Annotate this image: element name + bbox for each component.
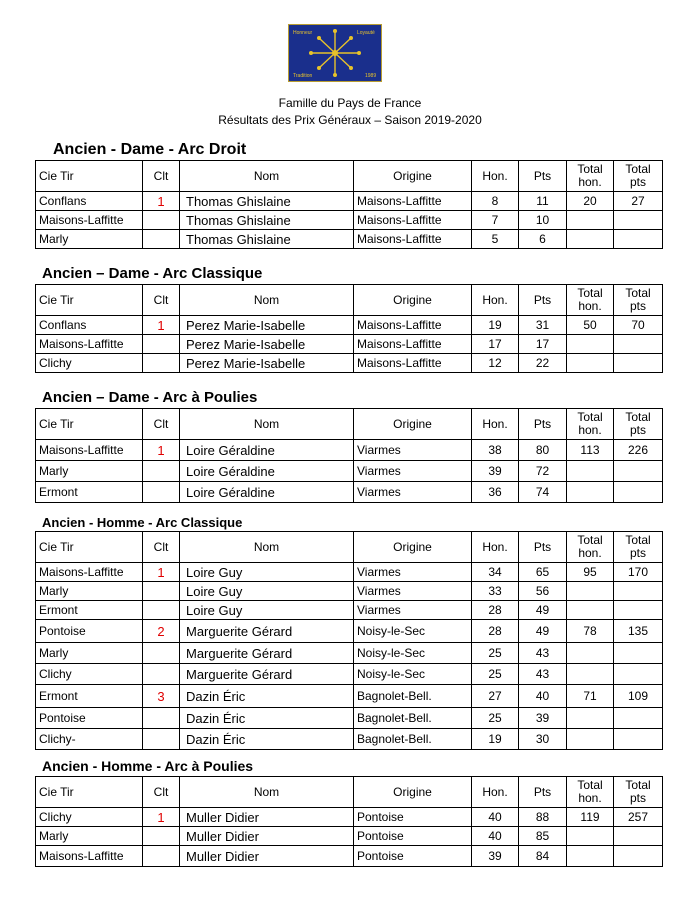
cell-hon: 34 bbox=[472, 563, 519, 582]
cell-clt bbox=[143, 482, 180, 503]
column-header-nom: Nom bbox=[180, 777, 354, 808]
cell-clt bbox=[143, 846, 180, 867]
table-row bbox=[36, 827, 663, 846]
cell-clt: 1 bbox=[143, 192, 180, 211]
cell-cie-tir: Maisons-Laffitte bbox=[36, 440, 143, 461]
cell-total-hon: 113 bbox=[567, 440, 614, 461]
cell-cie-tir: Marly bbox=[36, 827, 143, 846]
column-header-clt: Clt bbox=[143, 532, 180, 563]
cell-origine: Bagnolet-Bell. bbox=[354, 708, 472, 729]
logo-text: Loyauté bbox=[357, 30, 375, 36]
table-row bbox=[36, 808, 663, 827]
cell-total-pts: 70 bbox=[614, 316, 663, 335]
table-row bbox=[36, 846, 663, 867]
cell-pts: 65 bbox=[519, 563, 567, 582]
table-row bbox=[36, 211, 663, 230]
cell-origine: Maisons-Laffitte bbox=[354, 354, 472, 373]
cell-nom: Thomas Ghislaine bbox=[180, 230, 354, 249]
column-header-origine: Origine bbox=[354, 409, 472, 440]
cell-nom: Marguerite Gérard bbox=[180, 643, 354, 664]
cell-origine: Noisy-le-Sec bbox=[354, 643, 472, 664]
column-header-clt: Clt bbox=[143, 409, 180, 440]
cell-total-hon bbox=[567, 643, 614, 664]
cell-clt bbox=[143, 601, 180, 620]
cell-total-pts bbox=[614, 230, 663, 249]
column-header-total-pts: Total pts bbox=[614, 532, 663, 563]
cell-hon: 8 bbox=[472, 192, 519, 211]
cell-total-hon bbox=[567, 664, 614, 685]
cell-clt bbox=[143, 335, 180, 354]
column-header-cie-tir: Cie Tir bbox=[36, 777, 143, 808]
column-header-origine: Origine bbox=[354, 777, 472, 808]
cell-hon: 7 bbox=[472, 211, 519, 230]
table-header-row bbox=[36, 532, 663, 563]
cell-total-pts: 27 bbox=[614, 192, 663, 211]
cell-total-hon: 50 bbox=[567, 316, 614, 335]
results-table bbox=[35, 160, 663, 249]
cell-nom: Loire Géraldine bbox=[180, 440, 354, 461]
cell-total-pts bbox=[614, 846, 663, 867]
results-table bbox=[35, 531, 663, 750]
column-header-total-pts: Total pts bbox=[614, 777, 663, 808]
cell-pts: 40 bbox=[519, 685, 567, 708]
cell-pts: 72 bbox=[519, 461, 567, 482]
column-header-total-pts: Total pts bbox=[614, 285, 663, 316]
column-header-cie-tir: Cie Tir bbox=[36, 285, 143, 316]
column-header-hon: Hon. bbox=[472, 532, 519, 563]
cell-cie-tir: Clichy- bbox=[36, 729, 143, 750]
column-header-clt: Clt bbox=[143, 161, 180, 192]
table-row bbox=[36, 230, 663, 249]
cell-total-hon bbox=[567, 461, 614, 482]
cell-cie-tir: Marly bbox=[36, 230, 143, 249]
column-header-cie-tir: Cie Tir bbox=[36, 409, 143, 440]
cell-pts: 74 bbox=[519, 482, 567, 503]
cell-pts: 11 bbox=[519, 192, 567, 211]
table-row bbox=[36, 354, 663, 373]
cell-clt bbox=[143, 729, 180, 750]
cell-hon: 17 bbox=[472, 335, 519, 354]
cell-cie-tir: Marly bbox=[36, 643, 143, 664]
table-row bbox=[36, 563, 663, 582]
cell-nom: Perez Marie-Isabelle bbox=[180, 316, 354, 335]
cell-nom: Marguerite Gérard bbox=[180, 620, 354, 643]
column-header-total-pts: Total pts bbox=[614, 161, 663, 192]
cell-hon: 39 bbox=[472, 846, 519, 867]
cell-origine: Pontoise bbox=[354, 846, 472, 867]
cell-cie-tir: Maisons-Laffitte bbox=[36, 563, 143, 582]
cell-pts: 88 bbox=[519, 808, 567, 827]
section-title: Ancien - Homme - Arc à Poulies bbox=[42, 758, 254, 774]
cell-clt bbox=[143, 230, 180, 249]
cell-cie-tir: Ermont bbox=[36, 482, 143, 503]
cell-hon: 40 bbox=[472, 808, 519, 827]
cell-clt: 2 bbox=[143, 620, 180, 643]
cell-clt bbox=[143, 708, 180, 729]
cell-origine: Viarmes bbox=[354, 440, 472, 461]
table-row bbox=[36, 316, 663, 335]
cell-total-pts bbox=[614, 211, 663, 230]
cell-pts: 43 bbox=[519, 664, 567, 685]
results-table bbox=[35, 776, 663, 867]
cell-hon: 25 bbox=[472, 643, 519, 664]
column-header-origine: Origine bbox=[354, 532, 472, 563]
cell-total-hon: 95 bbox=[567, 563, 614, 582]
cell-cie-tir: Maisons-Laffitte bbox=[36, 211, 143, 230]
cell-hon: 39 bbox=[472, 461, 519, 482]
cell-total-pts bbox=[614, 582, 663, 601]
cell-origine: Maisons-Laffitte bbox=[354, 192, 472, 211]
cell-total-hon bbox=[567, 354, 614, 373]
column-header-total-hon: Total hon. bbox=[567, 409, 614, 440]
cell-pts: 85 bbox=[519, 827, 567, 846]
cell-total-pts: 170 bbox=[614, 563, 663, 582]
column-header-cie-tir: Cie Tir bbox=[36, 532, 143, 563]
cell-origine: Viarmes bbox=[354, 461, 472, 482]
cell-hon: 12 bbox=[472, 354, 519, 373]
table-row bbox=[36, 601, 663, 620]
cell-pts: 30 bbox=[519, 729, 567, 750]
cell-origine: Viarmes bbox=[354, 582, 472, 601]
column-header-total-hon: Total hon. bbox=[567, 532, 614, 563]
cell-pts: 49 bbox=[519, 601, 567, 620]
cell-clt bbox=[143, 211, 180, 230]
results-table bbox=[35, 284, 663, 373]
cell-origine: Maisons-Laffitte bbox=[354, 316, 472, 335]
cell-total-hon: 71 bbox=[567, 685, 614, 708]
cell-cie-tir: Clichy bbox=[36, 664, 143, 685]
cell-origine: Bagnolet-Bell. bbox=[354, 729, 472, 750]
section-title: Ancien – Dame - Arc à Poulies bbox=[42, 389, 258, 406]
column-header-pts: Pts bbox=[519, 161, 567, 192]
table-row bbox=[36, 335, 663, 354]
cell-total-hon bbox=[567, 211, 614, 230]
cell-clt: 1 bbox=[143, 563, 180, 582]
cell-nom: Loire Guy bbox=[180, 601, 354, 620]
cell-origine: Viarmes bbox=[354, 601, 472, 620]
table-row bbox=[36, 729, 663, 750]
cell-nom: Dazin Éric bbox=[180, 708, 354, 729]
column-header-pts: Pts bbox=[519, 777, 567, 808]
cell-nom: Muller Didier bbox=[180, 808, 354, 827]
cell-total-pts: 257 bbox=[614, 808, 663, 827]
cell-cie-tir: Maisons-Laffitte bbox=[36, 846, 143, 867]
cell-total-pts bbox=[614, 335, 663, 354]
table-row bbox=[36, 685, 663, 708]
column-header-nom: Nom bbox=[180, 409, 354, 440]
cell-total-hon bbox=[567, 846, 614, 867]
cell-origine: Noisy-le-Sec bbox=[354, 620, 472, 643]
cell-hon: 19 bbox=[472, 316, 519, 335]
column-header-origine: Origine bbox=[354, 161, 472, 192]
column-header-hon: Hon. bbox=[472, 777, 519, 808]
cell-cie-tir: Ermont bbox=[36, 685, 143, 708]
cell-clt bbox=[143, 827, 180, 846]
cell-cie-tir: Marly bbox=[36, 582, 143, 601]
column-header-clt: Clt bbox=[143, 285, 180, 316]
cell-clt bbox=[143, 643, 180, 664]
cell-hon: 28 bbox=[472, 601, 519, 620]
column-header-clt: Clt bbox=[143, 777, 180, 808]
cell-pts: 31 bbox=[519, 316, 567, 335]
table-row bbox=[36, 461, 663, 482]
column-header-nom: Nom bbox=[180, 532, 354, 563]
cell-hon: 25 bbox=[472, 664, 519, 685]
cell-total-pts bbox=[614, 354, 663, 373]
cell-origine: Noisy-le-Sec bbox=[354, 664, 472, 685]
table-row bbox=[36, 440, 663, 461]
cell-nom: Muller Didier bbox=[180, 827, 354, 846]
cell-total-pts bbox=[614, 461, 663, 482]
cell-total-hon bbox=[567, 729, 614, 750]
cell-clt: 1 bbox=[143, 440, 180, 461]
cell-clt bbox=[143, 354, 180, 373]
table-row bbox=[36, 643, 663, 664]
table-row bbox=[36, 482, 663, 503]
column-header-hon: Hon. bbox=[472, 161, 519, 192]
cell-hon: 5 bbox=[472, 230, 519, 249]
column-header-hon: Hon. bbox=[472, 285, 519, 316]
cell-clt bbox=[143, 664, 180, 685]
cell-hon: 36 bbox=[472, 482, 519, 503]
cell-pts: 49 bbox=[519, 620, 567, 643]
cell-nom: Loire Guy bbox=[180, 582, 354, 601]
cell-total-pts bbox=[614, 643, 663, 664]
cell-nom: Perez Marie-Isabelle bbox=[180, 354, 354, 373]
cell-total-pts bbox=[614, 708, 663, 729]
cell-total-pts bbox=[614, 482, 663, 503]
cell-total-hon: 78 bbox=[567, 620, 614, 643]
cell-cie-tir: Conflans bbox=[36, 192, 143, 211]
column-header-pts: Pts bbox=[519, 409, 567, 440]
section-title: Ancien - Homme - Arc Classique bbox=[42, 515, 243, 530]
cell-hon: 40 bbox=[472, 827, 519, 846]
cell-origine: Pontoise bbox=[354, 808, 472, 827]
cell-pts: 43 bbox=[519, 643, 567, 664]
cell-total-hon bbox=[567, 708, 614, 729]
cell-nom: Thomas Ghislaine bbox=[180, 211, 354, 230]
cell-clt bbox=[143, 582, 180, 601]
cell-total-pts: 226 bbox=[614, 440, 663, 461]
cell-hon: 33 bbox=[472, 582, 519, 601]
cell-cie-tir: Maisons-Laffitte bbox=[36, 335, 143, 354]
cell-nom: Loire Géraldine bbox=[180, 461, 354, 482]
cell-nom: Perez Marie-Isabelle bbox=[180, 335, 354, 354]
header-org: Famille du Pays de France bbox=[278, 96, 422, 110]
logo-text: 1989 bbox=[365, 73, 377, 79]
table-row bbox=[36, 708, 663, 729]
column-header-total-hon: Total hon. bbox=[567, 285, 614, 316]
cell-total-pts bbox=[614, 601, 663, 620]
cell-origine: Maisons-Laffitte bbox=[354, 335, 472, 354]
table-row bbox=[36, 582, 663, 601]
logo-text: Honneur bbox=[293, 30, 313, 36]
column-header-cie-tir: Cie Tir bbox=[36, 161, 143, 192]
cell-hon: 27 bbox=[472, 685, 519, 708]
cell-hon: 25 bbox=[472, 708, 519, 729]
cell-total-hon bbox=[567, 335, 614, 354]
column-header-hon: Hon. bbox=[472, 409, 519, 440]
cell-origine: Viarmes bbox=[354, 482, 472, 503]
column-header-pts: Pts bbox=[519, 532, 567, 563]
logo-text: Tradition bbox=[293, 73, 313, 79]
cell-cie-tir: Pontoise bbox=[36, 708, 143, 729]
cell-total-hon: 20 bbox=[567, 192, 614, 211]
table-row bbox=[36, 192, 663, 211]
column-header-pts: Pts bbox=[519, 285, 567, 316]
table-header-row bbox=[36, 161, 663, 192]
cell-total-pts bbox=[614, 729, 663, 750]
cell-total-hon bbox=[567, 827, 614, 846]
cell-pts: 56 bbox=[519, 582, 567, 601]
cell-nom: Marguerite Gérard bbox=[180, 664, 354, 685]
cell-nom: Muller Didier bbox=[180, 846, 354, 867]
cell-origine: Bagnolet-Bell. bbox=[354, 685, 472, 708]
logo-emblem bbox=[288, 24, 382, 82]
cell-total-hon: 119 bbox=[567, 808, 614, 827]
cell-cie-tir: Ermont bbox=[36, 601, 143, 620]
table-header-row bbox=[36, 777, 663, 808]
column-header-total-pts: Total pts bbox=[614, 409, 663, 440]
cell-cie-tir: Clichy bbox=[36, 808, 143, 827]
cell-pts: 80 bbox=[519, 440, 567, 461]
cell-total-pts: 135 bbox=[614, 620, 663, 643]
cell-total-hon bbox=[567, 582, 614, 601]
column-header-total-hon: Total hon. bbox=[567, 777, 614, 808]
table-header-row bbox=[36, 285, 663, 316]
cell-hon: 19 bbox=[472, 729, 519, 750]
results-table bbox=[35, 408, 663, 503]
cell-pts: 84 bbox=[519, 846, 567, 867]
table-header-row bbox=[36, 409, 663, 440]
cell-total-pts: 109 bbox=[614, 685, 663, 708]
sunburst-icon bbox=[289, 25, 381, 81]
cell-clt bbox=[143, 461, 180, 482]
cell-nom: Thomas Ghislaine bbox=[180, 192, 354, 211]
cell-total-hon bbox=[567, 482, 614, 503]
cell-total-hon bbox=[567, 230, 614, 249]
cell-hon: 28 bbox=[472, 620, 519, 643]
cell-total-pts bbox=[614, 664, 663, 685]
cell-pts: 17 bbox=[519, 335, 567, 354]
column-header-origine: Origine bbox=[354, 285, 472, 316]
cell-origine: Viarmes bbox=[354, 563, 472, 582]
table-row bbox=[36, 620, 663, 643]
cell-origine: Maisons-Laffitte bbox=[354, 230, 472, 249]
cell-nom: Dazin Éric bbox=[180, 685, 354, 708]
column-header-total-hon: Total hon. bbox=[567, 161, 614, 192]
cell-pts: 10 bbox=[519, 211, 567, 230]
cell-origine: Pontoise bbox=[354, 827, 472, 846]
cell-cie-tir: Conflans bbox=[36, 316, 143, 335]
cell-clt: 3 bbox=[143, 685, 180, 708]
cell-pts: 39 bbox=[519, 708, 567, 729]
header-season: Résultats des Prix Généraux – Saison 2019-2020 bbox=[218, 113, 482, 127]
cell-hon: 38 bbox=[472, 440, 519, 461]
cell-total-hon bbox=[567, 601, 614, 620]
section-title: Ancien - Dame - Arc Droit bbox=[53, 141, 247, 158]
section-title: Ancien – Dame - Arc Classique bbox=[42, 265, 263, 282]
cell-clt: 1 bbox=[143, 316, 180, 335]
cell-clt: 1 bbox=[143, 808, 180, 827]
cell-cie-tir: Clichy bbox=[36, 354, 143, 373]
cell-nom: Dazin Éric bbox=[180, 729, 354, 750]
table-row bbox=[36, 664, 663, 685]
column-header-nom: Nom bbox=[180, 285, 354, 316]
cell-nom: Loire Géraldine bbox=[180, 482, 354, 503]
column-header-nom: Nom bbox=[180, 161, 354, 192]
cell-nom: Loire Guy bbox=[180, 563, 354, 582]
cell-pts: 6 bbox=[519, 230, 567, 249]
cell-pts: 22 bbox=[519, 354, 567, 373]
cell-cie-tir: Marly bbox=[36, 461, 143, 482]
cell-origine: Maisons-Laffitte bbox=[354, 211, 472, 230]
cell-total-pts bbox=[614, 827, 663, 846]
cell-cie-tir: Pontoise bbox=[36, 620, 143, 643]
